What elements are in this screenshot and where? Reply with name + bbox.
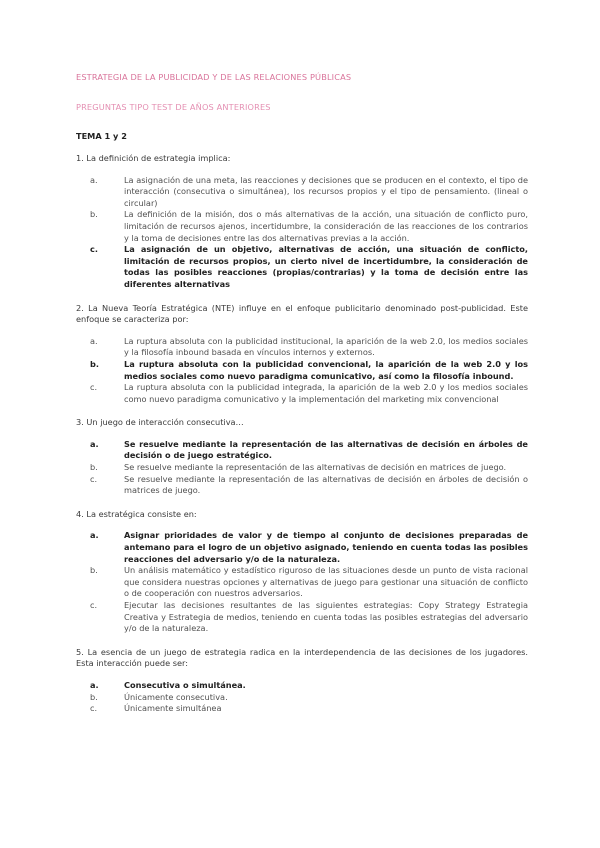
answer-options: [76, 439, 528, 497]
question-4: [76, 509, 528, 635]
question-text: 2. La Nueva Teoría Estratégica (NTE) influye en el enfoque publicitario denominado post-publicidad. Este enfoque se caracteriza por:: [76, 302, 528, 325]
option-letter: c.: [90, 244, 98, 255]
answer-option: [76, 703, 528, 715]
option-letter: c.: [90, 600, 98, 610]
answer-option: [76, 565, 528, 600]
option-text: La ruptura absoluta con la publicidad institucional, la aparición de la web 2.0, los medios sociales y la filosofía inbound basada en vínculos internos y externos.: [124, 335, 528, 358]
option-letter: a.: [90, 174, 98, 185]
option-text: La asignación de un objetivo, alternativas de acción, una situación de conflicto, limitación de recursos propios, un cierto nivel de incertidumbre, la consideración de todas las posibles reacciones (propias/contrarias) y la toma de decisión entre las diferentes alternativas: [124, 244, 528, 289]
option-text: Se resuelve mediante la representación de las alternativas de decisión en árboles de decisión o de juego estratégico.: [124, 438, 528, 461]
option-text: Consecutiva o simultánea.: [124, 679, 246, 690]
answer-option: [76, 439, 528, 462]
option-letter: c.: [90, 703, 98, 714]
question-list: [76, 153, 528, 715]
question-3: [76, 417, 528, 497]
option-letter: c.: [90, 473, 98, 484]
answer-option: [76, 530, 528, 565]
answer-options: [76, 530, 528, 634]
option-text: Se resuelve mediante la representación de las alternativas de decisión en árboles de decisión o matrices de juego.: [124, 473, 528, 496]
answer-option: [76, 474, 528, 497]
answer-option: [76, 359, 528, 382]
option-letter: a.: [90, 530, 99, 541]
option-text: Un análisis matemático y estadístico riguroso de las situaciones desde un punto de vista racional que considera nuestras opciones y alternativas de juego para gestionar una situación de conflicto o de cooperación con nuestros adversarios.: [124, 565, 528, 599]
question-5: [76, 647, 528, 715]
answer-option: [76, 209, 528, 244]
option-letter: b.: [90, 565, 98, 576]
answer-option: [76, 680, 528, 692]
option-letter: b.: [90, 209, 98, 220]
question-text: 3. Un juego de interacción consecutiva…: [76, 417, 244, 428]
document-page: [76, 72, 528, 727]
option-letter: b.: [90, 358, 99, 369]
answer-option: [76, 692, 528, 704]
option-text: Únicamente simultánea: [124, 703, 222, 714]
option-text: Únicamente consecutiva.: [124, 691, 228, 702]
answer-option: [76, 382, 528, 405]
option-letter: c.: [90, 382, 98, 393]
question-text: 5. La esencia de un juego de estrategia radica en la interdependencia de las decisiones de los jugadores. Esta interacción puede ser:: [76, 646, 528, 669]
option-letter: b.: [90, 691, 98, 702]
option-letter: b.: [90, 462, 98, 473]
option-text: La asignación de una meta, las reacciones y decisiones que se producen en el contexto, el tipo de interacción (consecutiva o simultánea), los recursos propios y el tipo de pensamiento. (lineal o circular): [124, 174, 528, 208]
answer-option: [76, 175, 528, 210]
answer-option: [76, 244, 528, 290]
answer-option: [76, 600, 528, 635]
answer-options: [76, 336, 528, 406]
option-text: Se resuelve mediante la representación de las alternativas de decisión en matrices de juego.: [124, 462, 507, 473]
option-text: Asignar prioridades de valor y de tiempo al conjunto de decisiones preparadas de antemano para el logro de un objetivo asignado, teniendo en cuenta todas las posibles reacciones del adversario y/o de la naturaleza.: [124, 530, 528, 564]
question-text: 4. La estratégica consiste en:: [76, 508, 197, 519]
question-2: [76, 303, 528, 406]
question-1: [76, 153, 528, 291]
answer-option: [76, 336, 528, 359]
option-text: La ruptura absoluta con la publicidad integrada, la aparición de la web 2.0 y los medios sociales como nuevo paradigma comunicativo y la implementación del marketing mix convencional: [124, 382, 528, 404]
question-text: 1. La definición de estrategia implica:: [76, 153, 231, 163]
option-text: Ejecutar las decisiones resultantes de las siguientes estrategias: Copy Strategy Estrategia Creativa y Estrategia de medios, teniendo en cuenta todas las posibles estrategias del adversario y/o de la naturaleza.: [124, 600, 528, 634]
answer-options: [76, 175, 528, 291]
document-subtitle: PREGUNTAS TIPO TEST DE AÑOS ANTERIORES: [76, 102, 271, 112]
option-letter: a.: [90, 679, 99, 690]
answer-option: [76, 462, 528, 474]
section-heading: TEMA 1 y 2: [76, 131, 127, 141]
document-title: ESTRATEGIA DE LA PUBLICIDAD Y DE LAS RELACIONES PÚBLICAS: [76, 72, 352, 82]
option-letter: a.: [90, 438, 99, 449]
answer-options: [76, 680, 528, 715]
option-text: La definición de la misión, dos o más alternativas de la acción, una situación de conflicto puro, limitación de recursos ajenos, incertidumbre, la consideración de las reacciones de los contrarios y la toma de decisiones entre las dos alternativas previas a la acción.: [124, 209, 528, 243]
option-letter: a.: [90, 335, 98, 346]
option-text: La ruptura absoluta con la publicidad convencional, la aparición de la web 2.0 y los medios sociales como nuevo paradigma comunicativo, así como la filosofía inbound.: [124, 358, 528, 381]
